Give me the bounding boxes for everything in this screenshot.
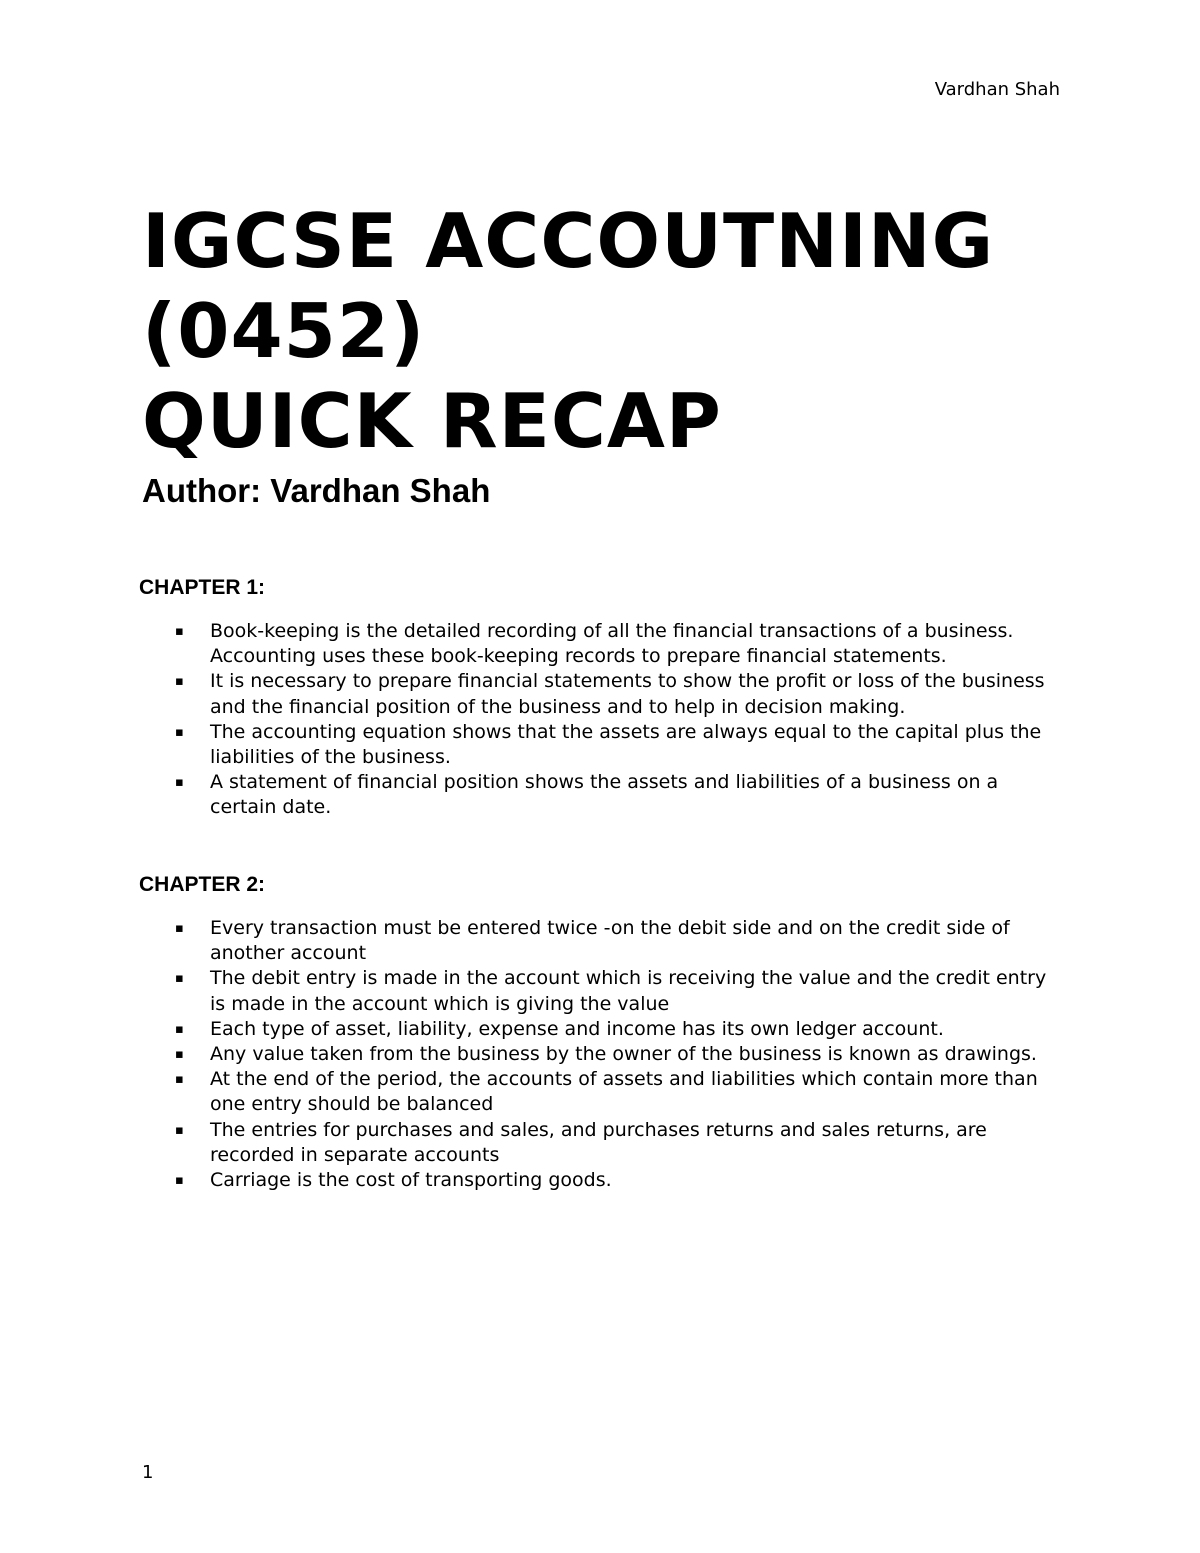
document-title <box>142 196 1102 466</box>
bullet-item <box>139 770 1059 820</box>
author-line: Author: Vardhan Shah <box>142 472 491 509</box>
page-header-author: Vardhan Shah <box>934 79 1060 100</box>
bullet-text: The debit entry is made in the account which is receiving the value and the credit entry is made in the account which is giving the value <box>210 967 1047 1015</box>
chapter-2-section <box>139 871 1059 1193</box>
bullet-text: At the end of the period, the accounts of assets and liabilities which contain more than one entry should be balanced <box>210 1068 1038 1116</box>
bullet-item <box>139 1017 1059 1042</box>
chapter-1-section <box>139 574 1059 821</box>
bullet-text: Carriage is the cost of transporting goods. <box>210 1169 612 1192</box>
square-bullet-icon: ▪ <box>175 1173 184 1189</box>
bullet-item <box>139 1118 1059 1168</box>
title-line-2: (0452) <box>142 287 426 375</box>
square-bullet-icon: ▪ <box>175 775 184 791</box>
square-bullet-icon: ▪ <box>175 1047 184 1063</box>
bullet-text: Book-keeping is the detailed recording of all the financial transactions of a business. Accounting uses these book-keeping records to prepare financial statements. <box>210 620 1014 668</box>
square-bullet-icon: ▪ <box>175 971 184 987</box>
bullet-text: The entries for purchases and sales, and purchases returns and sales returns, are recorded in separate accounts <box>210 1118 987 1166</box>
bullet-text: Each type of asset, liability, expense and income has its own ledger account. <box>210 1017 944 1040</box>
chapter-2-bullet-list <box>139 916 1059 1193</box>
bullet-item <box>139 619 1059 669</box>
square-bullet-icon: ▪ <box>175 921 184 936</box>
square-bullet-icon: ▪ <box>175 1072 184 1088</box>
title-line-3: QUICK RECAP <box>142 377 722 465</box>
square-bullet-icon: ▪ <box>175 1122 184 1138</box>
chapter-1-bullet-list <box>139 619 1059 821</box>
bullet-item <box>139 916 1059 966</box>
bullet-item <box>139 1168 1059 1193</box>
bullet-item <box>139 1042 1059 1067</box>
square-bullet-icon: ▪ <box>175 674 184 690</box>
page-number: 1 <box>142 1462 154 1483</box>
title-line-1: IGCSE ACCOUTNING <box>142 197 995 285</box>
bullet-text: It is necessary to prepare financial statements to show the profit or loss of the business and the financial position of the business and to help in decision making. <box>210 670 1045 718</box>
bullet-item <box>139 669 1059 719</box>
square-bullet-icon: ▪ <box>175 624 184 639</box>
bullet-text: Any value taken from the business by the owner of the business is known as drawings. <box>210 1043 1037 1066</box>
bullet-item <box>139 720 1059 770</box>
bullet-text: The accounting equation shows that the assets are always equal to the capital plus the liabilities of the business. <box>210 720 1042 769</box>
bullet-item <box>139 966 1059 1016</box>
bullet-item <box>139 1067 1059 1117</box>
bullet-text: Every transaction must be entered twice -on the debit side and on the credit side of another account <box>210 917 1010 965</box>
bullet-text: A statement of financial position shows the assets and liabilities of a business on a certain date. <box>210 771 999 819</box>
chapter-1-heading: CHAPTER 1: <box>139 576 266 599</box>
square-bullet-icon: ▪ <box>175 724 184 740</box>
chapter-2-heading: CHAPTER 2: <box>139 873 266 896</box>
square-bullet-icon: ▪ <box>175 1021 184 1037</box>
